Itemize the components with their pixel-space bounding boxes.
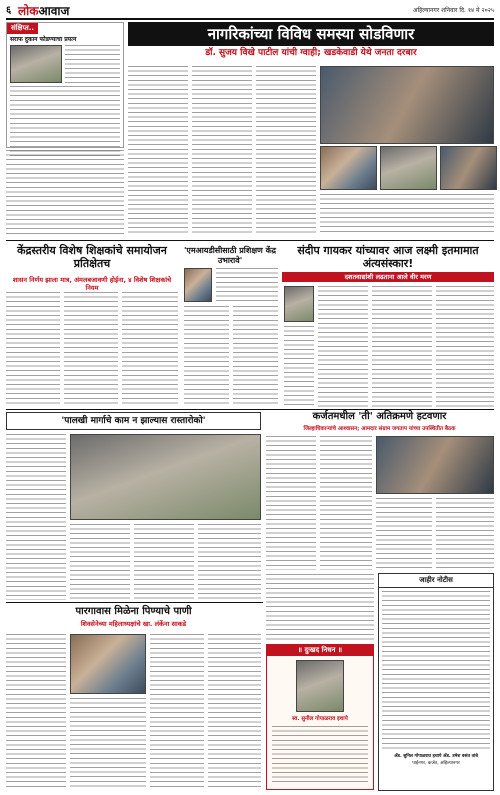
public-notice <box>378 573 494 791</box>
masthead <box>6 4 494 20</box>
article-text-lines <box>376 498 432 570</box>
section-divider <box>6 240 494 241</box>
article-text-lines <box>216 268 278 302</box>
road-headline: 'पालखी मार्गाचे काम न झाल्यास रास्तारोको' <box>6 412 261 430</box>
notice-headline: जाहीर नोटीस <box>379 574 493 588</box>
article-text-lines <box>192 66 252 234</box>
top-section <box>6 22 494 237</box>
sankshipt-lower-text <box>6 150 124 235</box>
road-photo <box>70 434 261 520</box>
dateline: अहिल्यानगर शनिवार दि. १४ मे २०२५ <box>412 7 494 15</box>
karjat-subheadline: जिल्हाधिकाऱ्यांचे आश्वासन; आमदार संग्राम जगताप यांच्या उपस्थितीत बैठक <box>303 426 456 432</box>
event-photo <box>380 146 437 190</box>
sankshipt-tag: संक्षिप्त.. <box>7 23 38 34</box>
article-text-lines <box>272 726 368 786</box>
soldier-headline: संदीप गायकर यांच्यावर आज लक्ष्मी इतमामात अंत्यसंस्कार! <box>297 244 479 270</box>
soldier-portrait <box>284 286 314 322</box>
obituary-ad <box>266 644 374 790</box>
notice-advocates: ॲड. सुनिल गोपाळराव हथापे ॲड. उमेश वसंत तांबे <box>394 753 478 759</box>
section-divider <box>6 602 263 603</box>
article-text-lines <box>184 306 229 407</box>
article-text-lines <box>70 698 146 790</box>
durbar-photo <box>320 66 494 144</box>
brand-suffix: आवाज <box>38 3 70 18</box>
page-number: ६ <box>6 4 12 16</box>
article-text-lines <box>122 292 178 407</box>
article-text-lines <box>256 66 316 234</box>
article-text-lines <box>134 524 194 600</box>
sankshipt-headline: सराफ दुकान फोडण्याचा प्रयत्न <box>10 35 77 43</box>
article-text-lines <box>436 286 494 407</box>
water-headline: पारगावास मिळेना पिण्याचे पाणी <box>75 606 192 617</box>
article-text-lines <box>233 306 278 407</box>
karjat-headline: कर्जतमधील 'ती' अतिक्रमणे हटवणार <box>312 411 447 422</box>
article-text-lines <box>6 292 60 407</box>
article-text-lines <box>382 591 490 749</box>
article-text-lines <box>64 292 118 407</box>
article-text-lines <box>150 634 204 790</box>
article-text-lines <box>128 66 188 234</box>
article-text-lines <box>284 326 314 407</box>
shop-photo <box>10 45 62 83</box>
article-text-lines <box>320 436 372 570</box>
main-banner-headline: नागरिकांच्या विविध समस्या सोडविणार <box>128 22 494 46</box>
teachers-headline: केंद्रस्तरीय विशेष शिक्षकांचे समायोजन प्रतिक्षेतच <box>17 244 167 270</box>
article-text-lines <box>320 194 494 234</box>
event-photo <box>320 146 377 190</box>
midc-headline: 'एमआयडीसीसाठी प्रशिक्षण केंद्र उभारावे' <box>183 246 277 265</box>
article-text-lines <box>266 574 374 640</box>
sankshipt-box <box>6 22 124 148</box>
article-text-lines <box>70 524 130 600</box>
obituary-name: स्व. सुनील गोपाळराव इथापे <box>292 715 348 722</box>
article-text-lines <box>318 286 368 407</box>
article-text-lines <box>436 498 494 570</box>
obituary-portrait <box>296 660 344 712</box>
obituary-title: ॥ दुःखद निधन ॥ <box>267 645 373 656</box>
mp-photo <box>70 634 146 694</box>
person-portrait <box>184 268 212 302</box>
article-text-lines <box>372 286 432 407</box>
event-photo <box>440 146 497 190</box>
article-text-lines <box>198 524 261 600</box>
article-text-lines <box>208 634 261 790</box>
newspaper-brand <box>18 4 69 19</box>
notice-address: पाईनगर, कर्जत, अहिल्यानगर <box>412 761 460 767</box>
article-text-lines <box>266 436 316 570</box>
article-text-lines <box>6 634 66 790</box>
article-text-lines <box>65 45 120 83</box>
water-subheadline: शिवसेनेच्या महिलाध्यक्षांचे खा. लंकेंना साकडे <box>80 620 187 628</box>
meeting-photo <box>376 436 494 494</box>
sub-banner-headline: डॉ. सुजय विखे पाटील यांची ग्वाही; खडकेवाडी येथे जनता दरबार <box>205 48 417 58</box>
soldier-subheadline: दशतवाद्यांशी लढताना आले वीर मरण <box>282 272 494 282</box>
article-text-lines <box>10 86 120 156</box>
article-text-lines <box>6 434 66 600</box>
brand-prefix: लोक <box>18 3 39 18</box>
article-text-lines <box>6 150 124 235</box>
teachers-subheadline: शासन निर्णय झाला मात्र, अंमलबजावणी होईना, ४ विशेष शिक्षकांचे नियम <box>12 276 172 293</box>
